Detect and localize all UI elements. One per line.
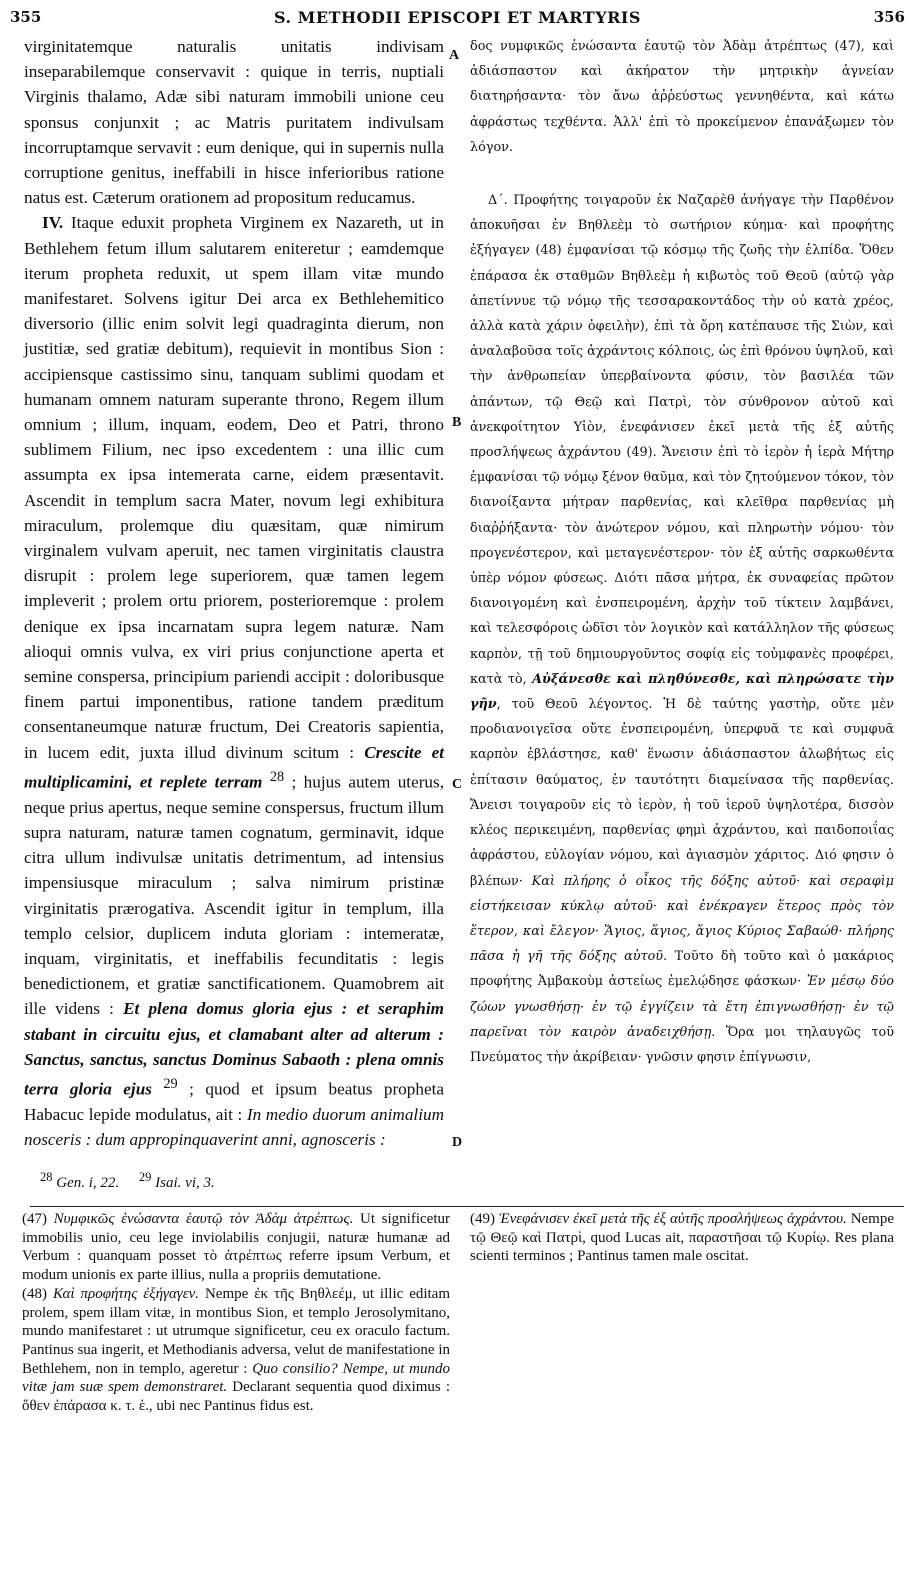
note-text: Nempe τῷ Θεῷ καὶ Πατρὶ, quod Lucas ait, παραστῆσαι τῷ Κυρίῳ. Res plana scienti terminos ; Pantinus tamen male oscitat.	[470, 1211, 895, 1265]
greek-text-c: . Τοῦτο δὴ τοῦτο καὶ ὁ μακάριος προφήτης Ἀμβακοὺμ ἀστείως ἐμελῴδησε φάσκων·	[470, 949, 894, 990]
margin-letter-d: D	[452, 1135, 463, 1150]
note-text: Ut significetur immobilis unio, ceu lege inviolabilis conjugii, naturæ humanæ ad Verbum : quanquam posset τὸ ἀτρέπτως referre ipsum Verbum, et modum unionis ex parte illius, nulla a propriis demutatione.	[22, 1211, 450, 1284]
latin-text-a: Itaque eduxit propheta Virginem ex Nazareth, ut in Bethlehem fetum illum salutarem eniteretur ; eamdemque iterum propheta reduxit, ut spem illam vitæ mundo manifestaret. Solvens igitur Dei arca ex Bethlehemitico diversorio (illic enim solvit legi quadraginta dierum, non justitiæ, sed gratiæ debitum), requievit in montibus Sion : accipiensque castissimo sinu, tanquam sublimi quodam et humanam omnem naturam superante throno, Regem illum omnium ; illum, inquam, eodem, Deo et Patri, throno sublimem Filium, nec ipso excedentem : una illic cum assumpta ex ipsa intemerata carne, eidem præsentavit. Ascendit in templum sacra Mater, novum legi exhibitura miraculum, prolemque diu quæsitam, quæ nimirum virginalem vulvam aperuit, nec tamen virginitatis claustra disrupit : prolem lege superiorem, quæ tamen legem impleverit ; prolem ortu priorem, posterioremque : prolem denique ex ipsa incarnatam supra legem naturæ. Nam alioqui omnis vulva, ex viri prius conjunctione aperta et semine conspersa, principium pariendi accipit : doloribusque finem partui imponentibus, ratione tandem præditum consentaneumque naturæ fructum, Dei Creatoris sapientia, in lucem edit, juxta illud divinum scitum :	[24, 213, 445, 762]
section-number: IV.	[42, 213, 64, 233]
greek-column	[470, 34, 895, 1065]
greek-quote-habacuc: Ἐν μέσῳ δύο ζώων γνωσθήσῃ· ἐν τῷ ἐγγίζειν τὰ ἔτη ἐπιγνωσθήσῃ· ἐν τῷ παρεῖναι τὸν καιρὸν ἀναδειχθήσῃ	[470, 974, 894, 1040]
margin-letter-a: A	[449, 48, 460, 63]
note-quote: Καὶ προφήτης ἐξήγαγεν.	[52, 1285, 200, 1302]
greek-paragraph-2	[470, 188, 894, 1070]
page-header	[10, 4, 905, 34]
greek-text-a: Δ΄. Προφήτης τοιγαροῦν ἐκ Ναζαρὲθ ἀνήγαγε τὴν Παρθένον ἀποκυῆσαι ἐν Βηθλεὲμ τὸ σωτήριον κύημα· καὶ προφήτης ἐξήγαγεν (48) ἐμφανίσαι τῷ κόσμῳ τῆς ζωῆς τὴν ἐλπίδα. Ὅθεν ἐπάρασα ἐκ σταθμῶν Βηθλεὲμ ἡ κιβωτὸς τοῦ Θεοῦ (αὐτῷ γὰρ ἀπετίννυε τῷ νόμῳ τῆς τεσσαρακοντάδος τὴν οὐ κατὰ χρέος, ἀλλὰ κατὰ χάριν ὀφειλὴν), ἐπὶ τὰ ὄρη κατέπαυσε τῆς Σιὼν, καὶ ἀναλαβοῦσα τοῖς ἀχράντοις κόλποις, ὡς ἐπὶ θρόνου ὑψηλοῦ, καὶ τὴν ἀνθρωπείαν ὑπερβαίνοντα φύσιν, τὸν βασιλέα τῶν ἁπάντων, τῷ Θεῷ καὶ Πατρὶ, τὸν σύνθρονον αὐτοῦ καὶ ἀνεκφοίτητον Υἱὸν, ἐνεφάνισεν ἐκεῖ μετὰ τῆς ἐξ αὐτῆς προσλήψεως ἀχράντου (49). Ἄνεισιν ἐπὶ τὸ ἱερὸν ἡ ἱερὰ Μήτηρ ἐμφανίσαι τῷ νόμῳ ξένον θαῦμα, καὶ τὸν ζητούμενον τόκον, τὸν διανοίξαντα μήτραν παρθενίας, καὶ κλεῖθρα παρθενίας μὴ διαῤῥήξαντα· τὸν ἀνώτερον νόμου, καὶ πληρωτὴν νόμου· τὸν προγενέστερον, καὶ μεταγενέστερον· τὸν ἐξ αὐτῆς σαρκωθέντα ὑπὲρ νόμον φύσεως. Διότι πᾶσα μήτρα, ἐκ συναφείας πρῶτον διανοιγομένη καὶ ἐνσπειρομένη, ἀρχὴν τοῦ τίκτειν λαμβάνει, καὶ τελεσφόροις ὠδῖσι τὸν λογικὸν καὶ κατάλληλον τῆς φύσεως καρπὸν, τῇ τοῦ δημιουργοῦντος σοφίᾳ εἰς τοὐμφανὲς προφέρει, κατὰ τὸ,	[470, 193, 894, 687]
greek-quote-genesis: Αὐξάνεσθε καὶ πληθύνεσθε, καὶ πληρώσατε τὴν γῆν	[470, 671, 894, 713]
footnotes	[40, 1170, 460, 1192]
margin-letter-c: C	[452, 777, 463, 792]
note-47	[22, 1210, 450, 1285]
note-48	[22, 1285, 450, 1416]
greek-quote-isaiah: Καὶ πλήρης ὁ οἶκος τῆς δόξης αὐτοῦ· καὶ σεραφὶμ εἱστήκεισαν κύκλῳ αὐτοῦ· καὶ ἐνέκραγεν ἕτερος πρὸς τὸν ἕτερον, καὶ ἔλεγον· Ἅγιος, ἅγιος, ἅγιος Κύριος Σαβαώθ· πλήρης πᾶσα ἡ γῆ τῆς δόξης αὐτοῦ	[470, 873, 894, 965]
note-label: (48)	[22, 1285, 47, 1302]
note-text-2: Declarant sequentia quod diximus : ὅθεν ἐπάρασα κ. τ. ἑ., ubi nec Pantinus fidus est.	[22, 1379, 451, 1415]
note-text: Nempe ἐκ τῆς Βηθλεέμ, ut illic editam prolem, spem illam vitæ, in montibus Sion, et templo Jerosolymitano, mundo manifestaret : ut utrumque significetur, ceu ex oraculo factum. Pantinus sua ingerit, et Methodianis adversa, velut de manifestatione in Bethlehem, non in templo, ageretur :	[22, 1285, 451, 1377]
running-title: S. METHODII EPISCOPI ET MARTYRIS	[274, 8, 641, 27]
latin-quote-genesis: Crescite et multiplicamini, et replete terram	[24, 742, 444, 792]
notes-left	[22, 1210, 450, 1570]
latin-text-c: ; quod et ipsum beatus propheta Habacuc lepide modulatus, ait :	[24, 1079, 444, 1124]
note-49	[470, 1210, 894, 1266]
footnote-29	[138, 1170, 215, 1191]
notes-right	[470, 1210, 894, 1570]
latin-text-b: ; hujus autem uterus, neque prius apertus, neque semine conspersus, fructum illum supra naturam, naturæ tamen cognatum, germinavit, idque citra ullum indivulsæ unitatis detrimentum, ad intensius impensiusque miraculum ; salva nimirum pristinæ virginitatis prærogativa. Ascendit igitur in templum, illa templo celsior, duplicem induta gloriam : intemeratæ, inquam, virginitatis, et ineffabilis fecunditatis : legis benedictionem, et gratiæ sanctificationem. Quamobrem ait ille videns :	[24, 772, 444, 1019]
page-number-right: 356	[873, 8, 905, 26]
latin-column	[24, 34, 445, 1150]
footnote-28	[40, 1170, 120, 1191]
notes-divider	[30, 1206, 904, 1207]
greek-text-d: . Ὅρα μοι τηλαυγῶς τοῦ Πνεύματος τὴν ἀκρίβειαν· γνῶσιν φησιν ἐπίγνωσιν,	[470, 1024, 895, 1065]
page-number-left: 355	[10, 8, 42, 26]
margin-letter-b: B	[452, 415, 462, 430]
latin-paragraph-2	[24, 210, 444, 1152]
footnote-marker-28: 28	[269, 768, 285, 785]
latin-quote-habacuc: In medio duorum animalium nosceris : dum appropinquaverint anni, agnosceris :	[24, 1105, 444, 1150]
footnote-num: 28	[40, 1170, 53, 1184]
latin-quote-isaiah: Et plena domus gloria ejus : et seraphim stabant in circuitu ejus, et clamabant alter ad alterum : Sanctus, sanctus, sanctus Dominus Sabaoth : plena omnis terra gloria ejus	[24, 999, 445, 1099]
note-quote: Νυμφικῶς ἑνώσαντα ἑαυτῷ τὸν Ἀδὰμ ἀτρέπτως.	[53, 1211, 354, 1227]
greek-paragraph-1: δος νυμφικῶς ἑνώσαντα ἑαυτῷ τὸν Ἀδὰμ ἀτρέπτως (47), καὶ ἀδιάσπαστον καὶ ἀκήρατον τὴν μητρικὴν ἁγνείαν διατηρήσαντα· τὸν ἄνω ἀῤῥεύστως γεννηθέντα, καὶ κάτω ἀφράστως τεχθέντα. Ἀλλ' ἐπὶ τὸ προκείμενον ἐπανάξωμεν τὸν λόγον.	[470, 39, 894, 155]
footnote-marker-29: 29	[163, 1076, 178, 1093]
note-label: (49)	[470, 1211, 495, 1227]
note-label: (47)	[22, 1211, 47, 1227]
footnote-ref: Isai. vi, 3.	[155, 1175, 215, 1191]
greek-text-b: , τοῦ Θεοῦ λέγοντος. Ἡ δὲ ταύτης γαστὴρ, οὔτε μὲν προδιανοιγεῖσα οὔτε ἐνσπειρομένη, ὑπερφυᾶ τε καὶ συμφυᾶ καρπὸν ἐβλάστησε, καθ' ἕνωσιν ἀδιάσπαστον ἀλωβήτως εἰς ἐπίτασιν θαύματος, ἐν ταυτότητι διαμείνασα τῆς παρθενίας. Ἄνεισι τοιγαροῦν εἰς τὸ ἱερὸν, ἡ τοῦ ἱεροῦ ὑψηλοτέρα, δισσὸν κλέος περικειμένη, παρθενίας φημὶ ἀχράντου, καὶ παιδοποιΐας ἀφράστου, εὐλογίαν νόμου, καὶ ἁγιασμὸν χάριτος. Διό φησιν ὁ βλέπων·	[470, 697, 894, 889]
note-quote: Ἐνεφάνισεν ἐκεῖ μετὰ τῆς ἐξ αὐτῆς προσλήψεως ἀχράντου.	[498, 1211, 847, 1227]
latin-paragraph-1: virginitatemque naturalis unitatis indivisam inseparabilemque conservavit : quique in terris, nuptiali Virginis thalamo, Adæ sibi naturam immobili unione ceu sponsus conjunxit ; ac Matris puritatem indivulsam incorruptamque servavit : eum denique, qui in supernis nulla corruptione genitus, ineffabili in hisce inferioribus ratione natus est. Cæterum orationem ad propositum reducamus.	[24, 37, 444, 208]
footnote-ref: Gen. i, 22.	[56, 1175, 120, 1191]
note-quote-latin: Quo consilio? Nempe, ut mundo vitæ jam suæ spem demonstraret.	[22, 1360, 450, 1396]
footnote-num: 29	[138, 1170, 152, 1184]
